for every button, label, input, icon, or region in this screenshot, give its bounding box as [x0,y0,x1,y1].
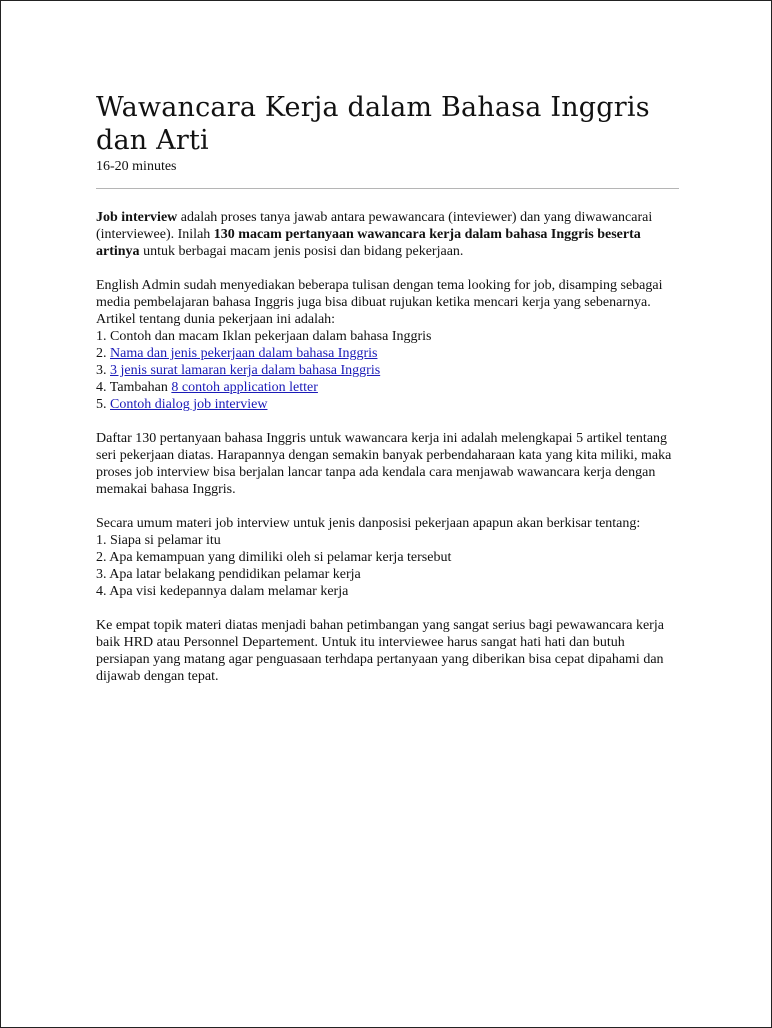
intro-text-2: untuk berbagai macam jenis posisi dan bidang pekerjaan. [139,244,464,259]
list-item: 1. Siapa si pelamar itu [96,533,221,548]
list-item-number: 2. [96,346,110,361]
list-item [96,345,679,362]
title-line-2: dan Arti [96,125,209,156]
closing-paragraph: Ke empat topik materi diatas menjadi bahan petimbangan yang sangat serius bagi pewawancara kerja baik HRD atau Personnel Departement. Untuk itu interviewee harus sangat hati hati dan butuh persiapan yang matang agar penguasaan terhdapa pertanyaan yang diberikan bisa cepat dipahami dan dijawab dengan tepat. [96,618,664,684]
link-dialog-job-interview[interactable]: Contoh dialog job interview [110,397,268,412]
list-item: 3. Apa latar belakang pendidikan pelamar kerja [96,567,361,582]
divider [96,188,679,189]
materi-intro-text: Secara umum materi job interview untuk jenis danposisi pekerjaan apapun akan berkisar tentang: [96,516,641,531]
link-surat-lamaran-kerja[interactable]: 3 jenis surat lamaran kerja dalam bahasa Inggris [110,363,381,378]
list-item [96,379,679,396]
articles-paragraph [96,277,679,413]
list-item-number: 4. Tambahan [96,380,172,395]
link-application-letter[interactable]: 8 contoh application letter [171,380,318,395]
list-item: 1. Contoh dan macam Iklan pekerjaan dalam bahasa Inggris [96,329,432,344]
list-item-number: 3. [96,363,110,378]
intro-bold-phrase: 130 macam pertanyaan wawancara kerja dalam bahasa Inggris beserta artinya [96,227,641,259]
list-item: 2. Apa kemampuan yang dimiliki oleh si pelamar kerja tersebut [96,550,452,565]
link-nama-jenis-pekerjaan[interactable]: Nama dan jenis pekerjaan dalam bahasa Inggris [110,346,378,361]
reading-time: 16-20 minutes [96,159,177,174]
articles-intro-text: English Admin sudah menyediakan beberapa tulisan dengan tema looking for job, disamping sebagai media pembelajaran bahasa Inggris juga bisa dibuat rujukan ketika mencari kerja yang sebenarnya. Artikel tentang dunia pekerjaan ini adalah: [96,278,663,327]
list-item-number: 5. [96,397,110,412]
list-item [96,396,679,413]
list-item: 4. Apa visi kedepannya dalam melamar kerja [96,584,349,599]
daftar-paragraph: Daftar 130 pertanyaan bahasa Inggris untuk wawancara kerja ini adalah melengkapai 5 artikel tentang seri pekerjaan diatas. Harapannya dengan semakin banyak perbendaharaan kata yang kita miliki, maka proses job interview bisa berjalan lancar tanpa ada kendala cara menjawab wawancara kerja dengan memakai bahasa Inggris. [96,431,672,497]
materi-paragraph [96,515,679,600]
intro-bold-term: Job interview [96,210,178,225]
intro-text-1: adalah proses tanya jawab antara pewawancara (inteviewer) dan yang diwawancarai (interviewee). Inilah [96,210,653,242]
intro-paragraph [96,209,679,260]
list-item [96,362,679,379]
title-line-1: Wawancara Kerja dalam Bahasa Inggris [96,92,650,123]
article-body [96,91,679,702]
page-title [96,91,679,157]
